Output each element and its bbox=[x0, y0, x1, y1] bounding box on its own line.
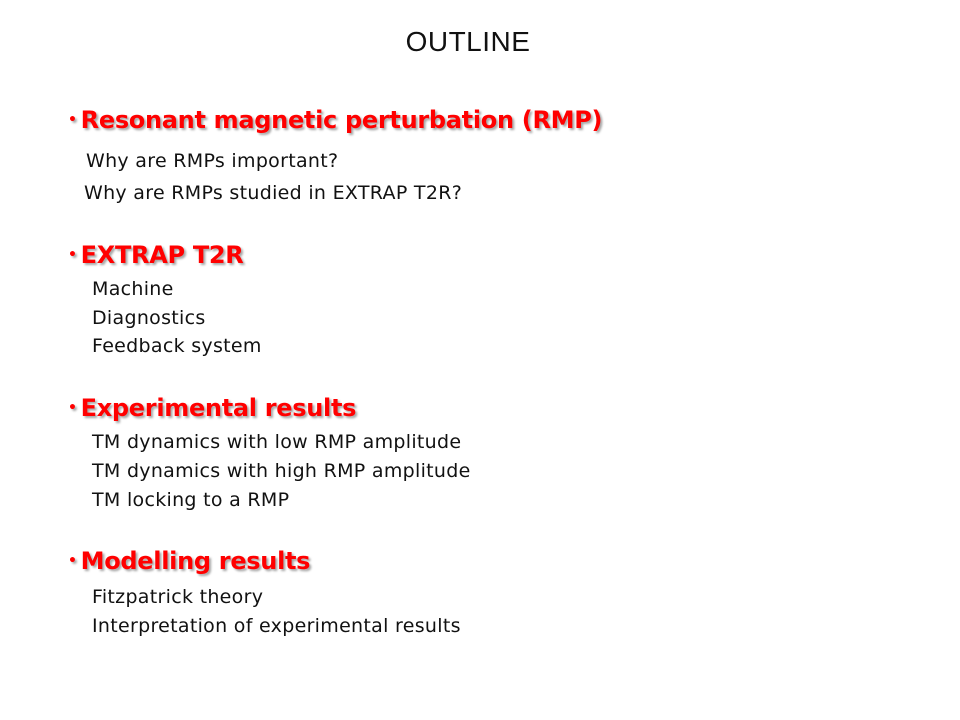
section-item: TM dynamics with low RMP amplitude bbox=[92, 431, 462, 453]
section-item: Interpretation of experimental results bbox=[92, 615, 461, 637]
bullet-icon: • bbox=[68, 553, 77, 569]
section-heading-text: Modelling results bbox=[80, 547, 311, 575]
section-item: Diagnostics bbox=[92, 307, 206, 329]
bullet-icon: • bbox=[68, 247, 77, 263]
section-item: Fitzpatrick theory bbox=[92, 586, 264, 608]
bullet-icon: • bbox=[68, 112, 77, 128]
slide-title: OUTLINE bbox=[405, 26, 531, 57]
section-heading-modelling bbox=[68, 547, 310, 575]
section-item: TM locking to a RMP bbox=[92, 489, 290, 511]
section-heading-experimental bbox=[68, 394, 356, 422]
section-heading-extrap bbox=[68, 241, 243, 269]
section-heading-rmp bbox=[68, 106, 602, 134]
section-heading-text: Resonant magnetic perturbation (RMP) bbox=[80, 106, 603, 134]
section-item: Why are RMPs important? bbox=[86, 150, 339, 172]
bullet-icon: • bbox=[68, 400, 77, 416]
section-item: Machine bbox=[92, 278, 174, 300]
section-heading-text: Experimental results bbox=[80, 394, 357, 422]
section-item: Why are RMPs studied in EXTRAP T2R? bbox=[84, 182, 463, 204]
section-heading-text: EXTRAP T2R bbox=[80, 241, 244, 269]
section-item: TM dynamics with high RMP amplitude bbox=[92, 460, 471, 482]
section-item: Feedback system bbox=[92, 335, 262, 357]
